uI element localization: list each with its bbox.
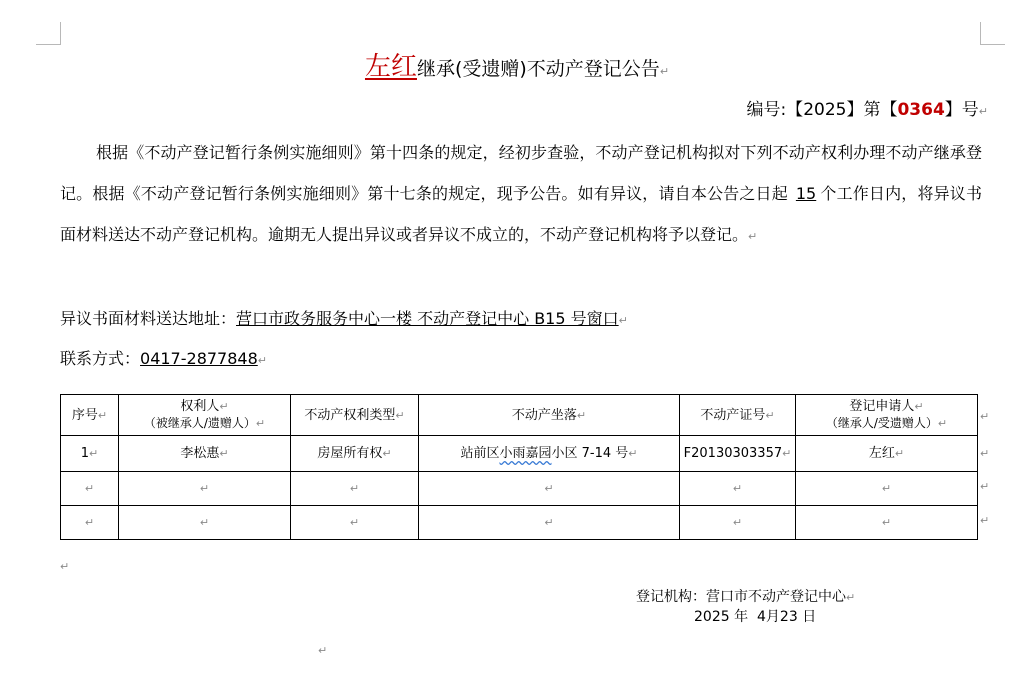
crop-mark-top-right bbox=[980, 22, 1005, 45]
paragraph-mark-icon: ↵ bbox=[318, 644, 328, 657]
docno-suffix: 】号 bbox=[944, 100, 979, 120]
docno-number: 0364 bbox=[897, 100, 945, 120]
cell-location: 站前区小雨嘉园小区 7-14 号↵ bbox=[419, 436, 680, 472]
cell-applicant: 左红↵ bbox=[796, 436, 978, 472]
cell-type: 房屋所有权↵ bbox=[291, 436, 419, 472]
paragraph-part2: 个工作日内，将异议书面材料送达不动产登记机构。逾期无人提出异议或者异议不成立的，不动产登记机构将予以登记。 bbox=[60, 184, 982, 244]
paragraph-mark-icon: ↵ bbox=[846, 591, 856, 604]
header-location: 不动产坐落↵ bbox=[419, 395, 680, 436]
table-row-empty: ↵ ↵ ↵ ↵ ↵ ↵ bbox=[61, 472, 978, 506]
header-type: 不动产权利类型↵ bbox=[291, 395, 419, 436]
header-applicant: 登记申请人↵ （继承人/受遗赠人）↵ bbox=[796, 395, 978, 436]
registration-table bbox=[60, 394, 978, 540]
date-month: 4 bbox=[757, 609, 766, 625]
date-year: 2025 bbox=[694, 609, 730, 625]
paragraph-mark-icon: ↵ bbox=[618, 314, 628, 327]
header-seq: 序号↵ bbox=[61, 395, 119, 436]
address-line bbox=[60, 306, 628, 334]
table-row-empty: ↵ ↵ ↵ ↵ ↵ ↵ bbox=[61, 506, 978, 540]
date-day: 23 bbox=[779, 609, 798, 625]
title-text: 继承(受遗赠)不动产登记公告 bbox=[416, 58, 660, 80]
docno-mid: 】第【 bbox=[846, 100, 898, 120]
address-value: 营口市政务服务中心一楼 不动产登记中心 B15 号窗口 bbox=[236, 309, 619, 328]
paragraph-mark-icon: ↵ bbox=[978, 105, 988, 118]
cell-seq: 1↵ bbox=[61, 436, 119, 472]
paragraph-mark-icon: ↵ bbox=[748, 230, 758, 243]
paragraph-mark-icon: ↵ bbox=[659, 65, 670, 78]
row-end-mark-icon: ↵ bbox=[980, 480, 990, 493]
contact-line bbox=[60, 346, 267, 374]
address-label: 异议书面材料送达地址： bbox=[60, 309, 237, 328]
contact-label: 联系方式： bbox=[60, 349, 141, 368]
cell-holder: 李松惠↵ bbox=[119, 436, 291, 472]
paragraph-mark-icon: ↵ bbox=[257, 354, 267, 367]
notice-title bbox=[0, 50, 1034, 89]
paragraph-mark-icon: ↵ bbox=[60, 560, 70, 573]
header-cert: 不动产证号↵ bbox=[680, 395, 796, 436]
row-end-mark-icon: ↵ bbox=[980, 447, 990, 460]
contact-value: 0417-2877848 bbox=[140, 349, 258, 368]
notice-paragraph bbox=[60, 132, 982, 257]
cell-cert: F20130303357↵ bbox=[680, 436, 796, 472]
docno-prefix: 编号:【 bbox=[746, 100, 804, 120]
row-end-mark-icon: ↵ bbox=[980, 410, 990, 423]
paragraph-part1: 根据《不动产登记暂行条例实施细则》第十四条的规定，经初步查验，不动产登记机构拟对下列不动产权利办理不动产继承登记。根据《不动产登记暂行条例实施细则》第十七条的规定，现予公告。如有异议，请自本公告之日起 bbox=[60, 143, 982, 203]
objection-days: 15 bbox=[795, 184, 817, 203]
org-name: 营口市不动产登记中心 bbox=[706, 589, 846, 605]
org-label: 登记机构： bbox=[636, 589, 706, 605]
docno-year: 2025 bbox=[803, 100, 847, 120]
title-name: 左红 bbox=[364, 52, 417, 82]
row-end-mark-icon: ↵ bbox=[980, 514, 990, 527]
crop-mark-top-left bbox=[36, 22, 61, 45]
document-number bbox=[746, 97, 988, 125]
table-row bbox=[61, 436, 978, 472]
header-holder: 权利人↵ （被继承人/遗赠人）↵ bbox=[119, 395, 291, 436]
table-header-row bbox=[61, 395, 978, 436]
announcement-date: 2025 年 4月23 日 bbox=[694, 609, 817, 625]
